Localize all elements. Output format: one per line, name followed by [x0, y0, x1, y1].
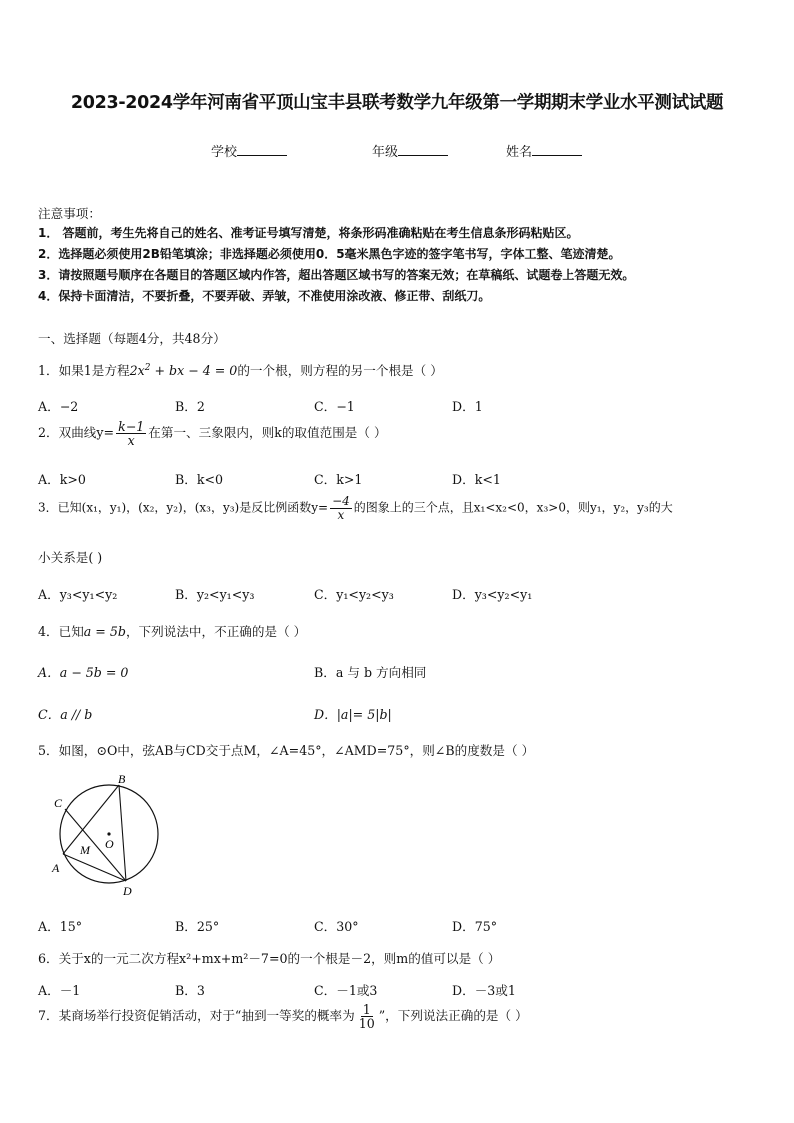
q3-text-b: 的图象上的三个点，且x₁<x₂<0，x₃>0，则y₁，y₂，y₃的大 [353, 500, 673, 515]
q3-option-b: B．y₂<y₁<y₃ [175, 587, 255, 602]
question-1 [38, 360, 443, 379]
name-field [506, 141, 582, 160]
q3-option-d: D．y₃<y₂<y₁ [452, 587, 533, 602]
q1-option-a: A．−2 [38, 399, 79, 414]
q1-option-d: D．1 [452, 399, 483, 414]
q2-denominator: x [127, 433, 135, 449]
school-field [211, 141, 287, 160]
notice-item: 3．请按照题号顺序在各题目的答题区域内作答，超出答题区域书写的答案无效；在草稿纸、试题卷上答题无效。 [38, 268, 635, 282]
question-4 [38, 621, 306, 640]
center-point [107, 832, 110, 835]
page-title: 2023-2024学年河南省平顶山宝丰县联考数学九年级第一学期期末学业水平测试试题 [70, 93, 724, 113]
q5-option-c: C．30° [314, 919, 359, 934]
q1-option-b: B．2 [175, 399, 205, 414]
label-b: B [118, 772, 126, 786]
label-c: C [54, 796, 63, 810]
section-heading: 一、选择题（每题4分，共48分） [38, 331, 226, 346]
q3-option-c: C．y₁<y₂<y₃ [314, 587, 394, 602]
q1-text-a: 1．如果1是方程 [38, 363, 130, 378]
q3-line-2: 小关系是( ) [38, 550, 103, 565]
q1-equation: $2x^2$ + bx − 4 = 0 [129, 362, 238, 378]
school-blank [237, 143, 287, 156]
q3-option-a: A．y₃<y₁<y₂ [38, 587, 118, 602]
question-5: 5．如图，⊙O中，弦AB与CD交于点M，∠A=45°，∠AMD=75°，则∠B的度数是（ ） [38, 743, 535, 758]
q2-text-b: 在第一、三象限内，则k的取值范围是（ ） [148, 425, 387, 441]
label-a: A [52, 861, 60, 875]
q2-option-c: C．k>1 [314, 472, 363, 487]
q3-fraction [330, 495, 352, 521]
q2-fraction [116, 420, 146, 447]
grade-label: 年级 [372, 145, 399, 160]
notice-item: 4．保持卡面清洁，不要折叠，不要弄破、弄皱，不准使用涂改液、修正带、刮纸刀。 [38, 289, 491, 303]
q2-option-b: B．k<0 [175, 472, 224, 487]
q3-denominator: x [337, 507, 345, 522]
q4-option-b: B．a 与 b 方向相同 [314, 665, 427, 680]
q7-text-a: 7．某商场举行投资促销活动，对于“抽到一等奖的概率为 [38, 1008, 355, 1024]
q2-numerator: k−1 [118, 419, 145, 434]
question-3 [38, 495, 673, 521]
grade-field [372, 141, 448, 160]
q6-option-c: C．－1或3 [314, 983, 378, 998]
q4-option-a: A．a − 5b = 0 [38, 665, 129, 680]
q7-denominator: 10 [358, 1016, 375, 1032]
q7-text-b: ”，下列说法正确的是（ ） [378, 1008, 528, 1024]
q7-fraction [357, 1003, 377, 1030]
q5-option-a: A．15° [38, 919, 83, 934]
q2-option-d: D．k<1 [452, 472, 501, 487]
q4-text-b: ，下列说法中，不正确的是（ ） [125, 624, 307, 639]
name-label: 姓名 [506, 145, 533, 160]
q3-text-a: 3．已知(x₁，y₁)，(x₂，y₂)，(x₃，y₃)是反比例函数y= [38, 500, 329, 515]
q1-text-b: 的一个根，则方程的另一个根是（ ） [237, 363, 443, 378]
question-6: 6．关于x的一元二次方程x²+mx+m²－7=0的一个根是－2，则m的值可以是（ ） [38, 951, 501, 966]
notice-item: 2．选择题必须使用2B铅笔填涂；非选择题必须使用0．5毫米黑色字迹的签字笔书写，字体工整、笔迹清楚。 [38, 247, 621, 261]
q5-option-b: B．25° [175, 919, 220, 934]
q1-option-c: C．−1 [314, 399, 355, 414]
q2-text-a: 2．双曲线y= [38, 425, 115, 441]
q4-option-d: D．|a|= 5|b| [314, 707, 392, 722]
q6-option-a: A．－1 [38, 983, 81, 998]
q6-option-d: D．－3或1 [452, 983, 516, 998]
q2-option-a: A．k>0 [38, 472, 86, 487]
name-blank [532, 143, 582, 156]
notice-item: 1． 答题前，考生先将自己的姓名、准考证号填写清楚，将条形码准确粘贴在考生信息条形码粘贴区。 [38, 226, 579, 240]
school-label: 学校 [211, 145, 238, 160]
question-2 [38, 420, 387, 447]
q6-option-b: B．3 [175, 983, 205, 998]
label-o: O [105, 837, 114, 851]
q5-option-d: D．75° [452, 919, 498, 934]
segment-bd [119, 785, 126, 881]
label-d: D [123, 884, 132, 898]
circle-diagram [48, 768, 168, 900]
q3-numerator: −4 [332, 494, 350, 508]
grade-blank [398, 143, 448, 156]
q4-option-c: C．a // b [38, 707, 93, 722]
notice-heading: 注意事项： [38, 206, 101, 221]
question-7 [38, 1003, 528, 1030]
q4-text-a: 4．已知 [38, 624, 84, 639]
chord-cd [65, 809, 126, 881]
q7-numerator: 1 [362, 1002, 371, 1017]
q4-expression: a = 5b [83, 624, 126, 639]
label-m: M [80, 843, 90, 857]
